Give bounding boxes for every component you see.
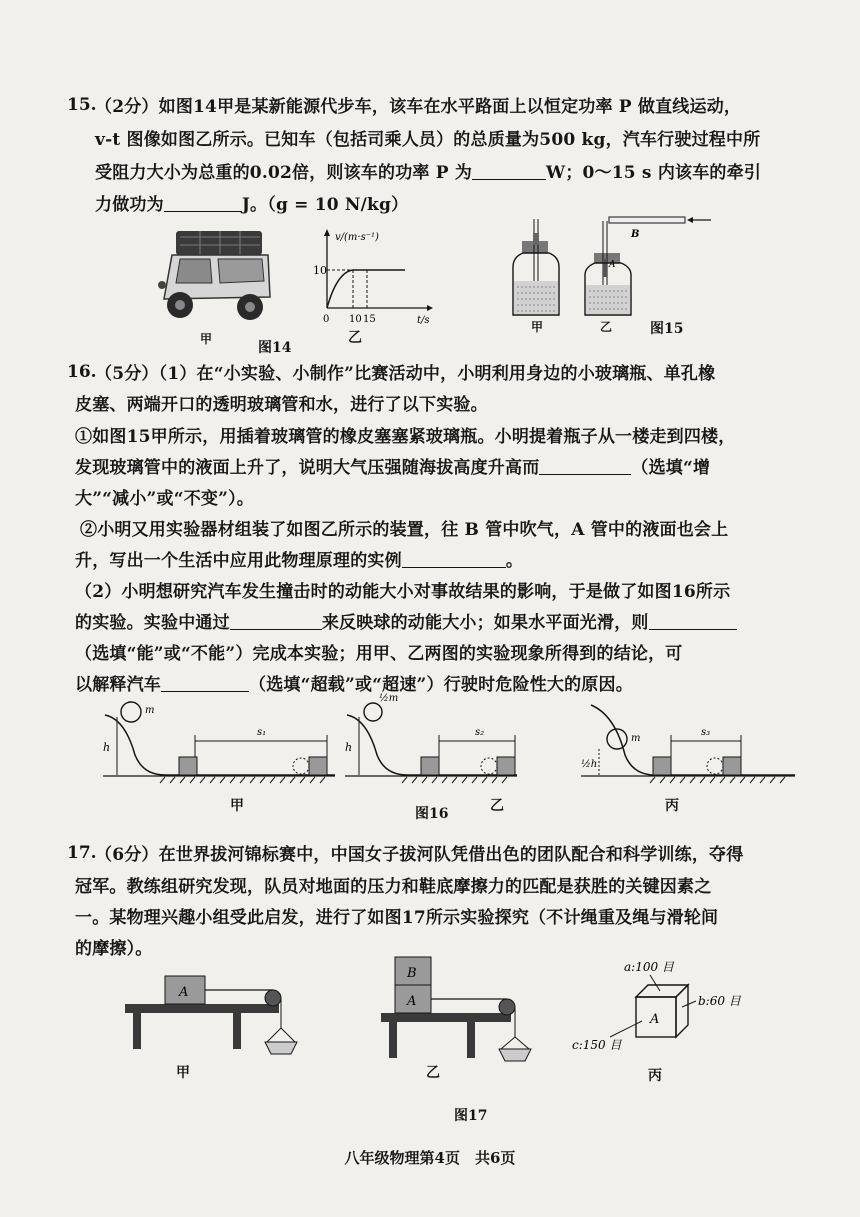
q15-line-3 <box>95 161 761 185</box>
vt-y-tick-10: 10 <box>313 264 327 277</box>
q17-line-2: 冠军。教练组研究发现，队员对地面的压力和鞋底摩擦力的匹配是获胜的关键因素之 <box>75 877 712 897</box>
weight-pan-yi <box>499 1049 531 1061</box>
q17-line-3: 一。某物理兴趣小组受此启发，进行了如图17所示实验探究（不计绳重及绳与滑轮间 <box>75 908 719 928</box>
q16-line-11 <box>75 673 633 697</box>
question-16-number: 16. <box>67 362 97 382</box>
q16-line-10: （选填“能”或“不能”）完成本实验；用甲、乙两图的实验现象所得到的结论，可 <box>75 644 683 664</box>
q17-line-4: 的摩擦）。 <box>75 939 153 959</box>
face-c-label: c:150 目 <box>572 1038 622 1052</box>
fig16-panel-yi <box>345 693 517 783</box>
q16-line-2: 皮塞、两端开口的透明玻璃管和水，进行了以下实验。 <box>75 395 488 415</box>
q15-line-1: （2分）如图14甲是某新能源代步车，该车在水平路面上以恒定功率 P 做直线运动， <box>95 97 742 117</box>
fig17-caption: 图17 <box>454 1108 488 1124</box>
fig14-car-label: 甲 <box>200 332 213 346</box>
cube-a-label: A <box>650 1012 660 1027</box>
height-label-yi: h <box>345 741 353 754</box>
block-start-yi <box>421 757 439 775</box>
tube-b <box>609 217 685 223</box>
block-end-jia <box>309 757 327 775</box>
table-top-jia <box>125 1004 279 1013</box>
fig14-car-illustration <box>150 225 280 335</box>
fig17-label-jia: 甲 <box>176 1065 190 1081</box>
tube-b-label: B <box>631 229 640 240</box>
vt-origin: 0 <box>323 314 330 325</box>
fig16-label-yi: 乙 <box>490 798 504 814</box>
face-a-label: a:100 目 <box>624 960 674 974</box>
q16-line-1: （5分）（1）在“小实验、小制作”比赛活动中，小明利用身边的小玻璃瓶、单孔橡 <box>95 364 716 384</box>
fig14-caption: 图14 <box>258 340 292 356</box>
vt-y-label: v/(m·s⁻¹) <box>335 232 379 243</box>
q15-line-4 <box>95 193 408 217</box>
q16-line-4 <box>75 456 710 480</box>
pulley-yi <box>499 999 515 1015</box>
q16-text-b: （选填“增 <box>631 458 711 478</box>
fig17-table-yi <box>375 945 565 1070</box>
vt-x-tick-15: 15 <box>363 314 376 325</box>
q16-text-d: 。 <box>505 551 524 571</box>
q16-line-7 <box>75 549 523 573</box>
fig15-bottles <box>505 215 725 325</box>
fig16-ramps <box>95 695 795 795</box>
question-15-number: 15. <box>67 95 97 115</box>
block-end-bing <box>723 757 741 775</box>
fig15-caption: 图15 <box>650 321 684 337</box>
fig15-right-label: 乙 <box>600 320 613 334</box>
fig16-caption: 图16 <box>415 806 449 822</box>
fig17-label-bing: 丙 <box>648 1068 662 1084</box>
pulley-jia <box>265 990 281 1006</box>
q15-line-2: v-t 图像如图乙所示。已知车（包括司乘人员）的总质量为500 kg，汽车行驶过程中所 <box>95 130 761 150</box>
block-b-label-yi: B <box>407 966 417 981</box>
distance-s1: s₁ <box>257 727 267 738</box>
block-a-label-jia: A <box>179 985 189 1000</box>
fig16-label-bing: 丙 <box>665 798 679 814</box>
distance-s2: s₂ <box>475 727 485 738</box>
vt-x-label: t/s <box>417 315 430 326</box>
car-solar-roof <box>176 231 262 255</box>
q16-line-8: （2）小明想研究汽车发生撞击时的动能大小对事故结果的影响，于是做了如图16所示 <box>75 582 731 602</box>
fig16-panel-bing <box>581 705 795 783</box>
fig14-graph-label: 乙 <box>348 330 362 346</box>
question-17-number: 17. <box>67 843 97 863</box>
q15-text-b: W；0～15 s 内该车的牵引 <box>546 163 762 183</box>
q16-text-c: 升，写出一个生活中应用此物理原理的实例 <box>75 551 402 571</box>
block-start-bing <box>653 757 671 775</box>
ball-m-jia <box>121 702 141 722</box>
distance-s3: s₃ <box>701 727 711 738</box>
answer-blank-method[interactable] <box>230 613 322 630</box>
fig17-table-jia <box>115 970 305 1070</box>
q16-text-a: 发现玻璃管中的液面上升了，说明大气压强随海拔高度升高而 <box>75 458 540 478</box>
ball-half-m-yi <box>364 703 382 721</box>
answer-blank-smooth[interactable] <box>649 613 737 630</box>
q17-line-1: （6分）在世界拔河锦标赛中，中国女子拔河队凭借出色的团队配合和科学训练，夺得 <box>95 845 744 865</box>
q15-text-a: 受阻力大小为总重的0.02倍，则该车的功率 P 为 <box>95 163 473 183</box>
fig17-label-yi: 乙 <box>426 1065 440 1081</box>
height-label-jia: h <box>103 741 111 754</box>
vt-x-tick-10: 10 <box>349 314 362 325</box>
weight-pan-jia <box>265 1042 297 1054</box>
q15-text-d: J。（g = 10 N/kg） <box>241 195 409 215</box>
face-b-label: b:60 目 <box>698 994 741 1008</box>
vt-curve <box>327 270 405 308</box>
q16-text-g: 以解释汽车 <box>75 675 161 695</box>
tube-a-label: A <box>609 260 616 270</box>
q16-line-5: 大”“减小”或“不变”）。 <box>75 489 254 509</box>
fig16-panel-jia <box>103 702 335 783</box>
q16-text-f: 来反映球的动能大小；如果水平面光滑，则 <box>321 613 649 633</box>
ball-label-jia: m <box>145 705 155 716</box>
q16-text-e: 的实验。实验中通过 <box>75 613 230 633</box>
answer-blank-example[interactable] <box>402 551 506 568</box>
height-label-bing: ½h <box>581 759 598 770</box>
page-footer: 八年级物理第4页 共6页 <box>344 1149 516 1167</box>
q16-line-6: ②小明又用实验器材组装了如图乙所示的装置，往 B 管中吹气，A 管中的液面也会上 <box>80 520 729 540</box>
q16-text-h: （选填“超载”或“超速”）行驶时危险性大的原因。 <box>249 675 633 695</box>
block-a-label-yi: A <box>407 994 417 1009</box>
answer-blank-overload[interactable] <box>161 675 249 692</box>
q16-line-9 <box>75 611 737 635</box>
answer-blank-work[interactable] <box>164 195 242 212</box>
fig15-left-label: 甲 <box>531 320 544 334</box>
block-end-yi <box>497 757 515 775</box>
table-top-yi <box>381 1013 511 1022</box>
block-start-jia <box>179 757 197 775</box>
answer-blank-pressure[interactable] <box>539 458 631 475</box>
fig17-cube-bing <box>570 955 770 1065</box>
fig16-label-jia: 甲 <box>230 798 244 814</box>
answer-blank-power[interactable] <box>472 163 546 180</box>
q15-text-c: 力做功为 <box>95 195 164 215</box>
q16-line-3: ①如图15甲所示，用插着玻璃管的橡皮塞塞紧玻璃瓶。小明提着瓶子从一楼走到四楼， <box>75 427 736 447</box>
fig14-vt-graph <box>305 226 435 336</box>
ball-label-yi: ½m <box>379 693 399 704</box>
ball-label-bing: m <box>631 733 641 744</box>
